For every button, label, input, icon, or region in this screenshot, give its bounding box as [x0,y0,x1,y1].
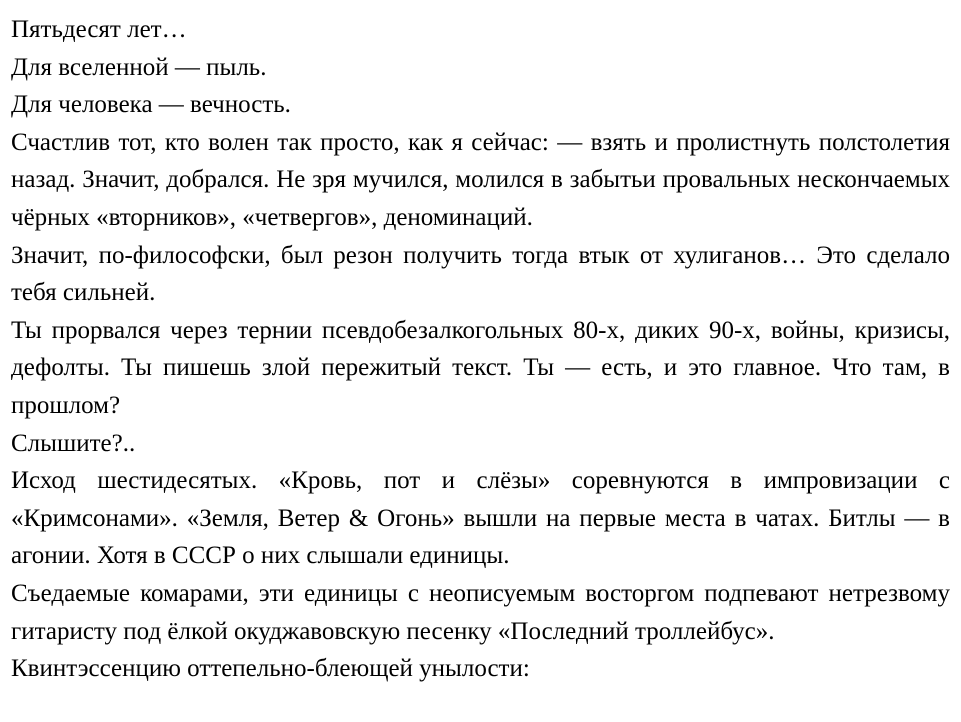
document-page [11,11,950,688]
paragraph-thorns: Ты прорвался через тернии псевдобезалкогольных 80-х, диких 90-х, войны, кризисы, дефолты. Ты пишешь злой пережитый текст. Ты — есть, и это главное. Что там, в прошлом? [11,316,950,419]
paragraph-mosquitoes: Съедаемые комарами, эти единицы с неописуемым восторгом подпевают нетрезвому гитаристу под ёлкой окуджавовскую песенку «Последний троллейбус». [11,579,950,645]
paragraph-fifty-years: Пятьдесят лет… [11,16,187,43]
paragraph-human: Для человека — вечность. [11,91,291,119]
paragraph-listen: Слышите?.. [11,429,136,457]
paragraph-philosophy: Значит, по-философски, был резон получить тогда втык от хулиганов… Это сделало тебя сильней. [11,241,950,307]
paragraph-sixties: Исход шестидесятых. «Кровь, пот и слёзы» соревнуются в импровизации с «Кримсонами». «Земля, Ветер & Огонь» вышли на первые места в чатах. Битлы — в агонии. Хотя в СССР о них слышали единицы. [11,467,950,570]
paragraph-happy: Счастлив тот, кто волен так просто, как я сейчас: — взять и пролистнуть полстолетия назад. Значит, добрался. Не зря мучился, молился в забытьи провальных нескончаемых чёрных «вторников», «четвергов», деноминаций. [11,128,950,231]
paragraph-quintessence: Квинтэссенцию оттепельно-блеющей унылости: [11,655,530,683]
paragraph-universe: Для вселенной — пыль. [11,53,267,81]
